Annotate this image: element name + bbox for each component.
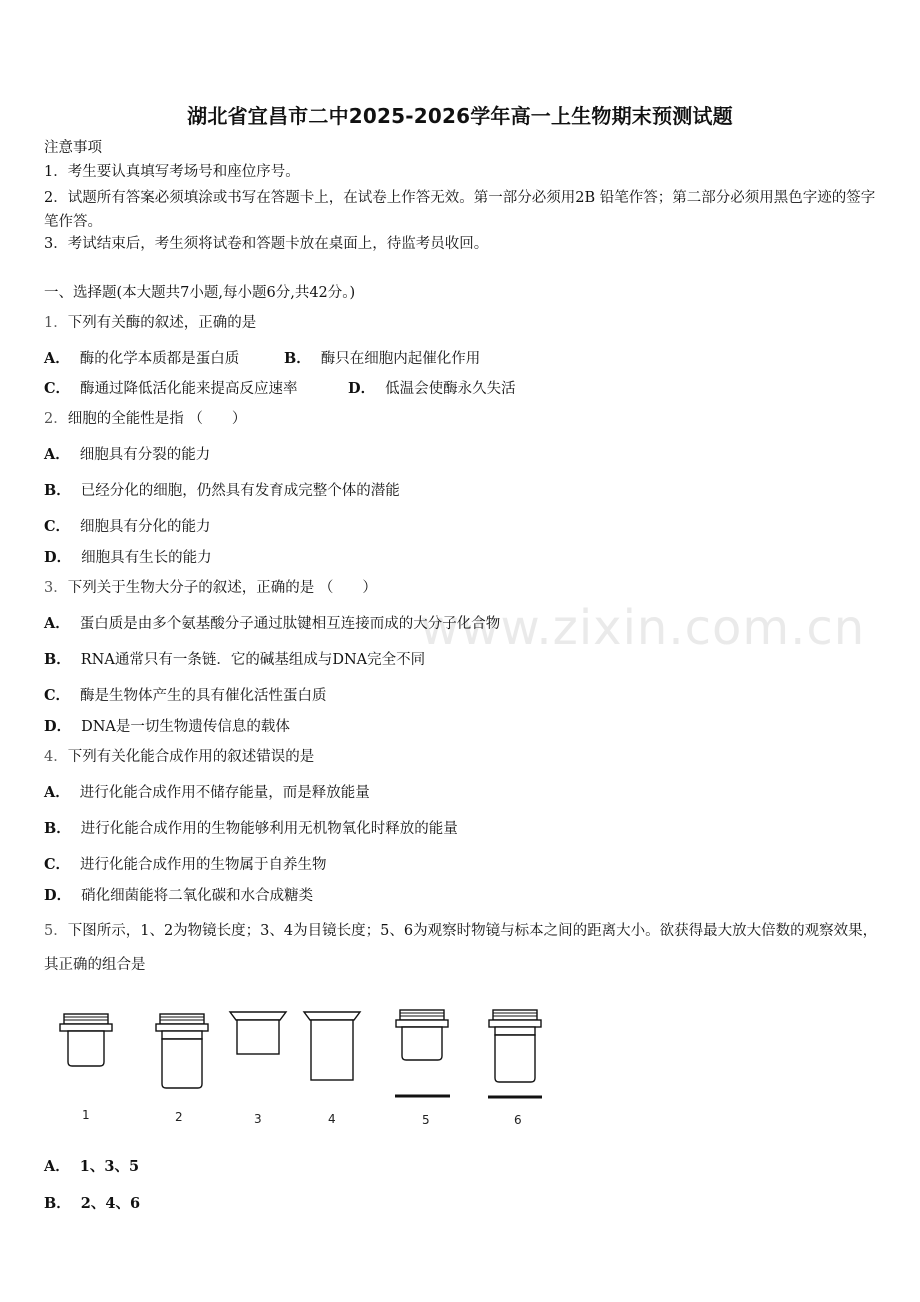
option-letter: B．	[44, 820, 71, 837]
q3-option-c	[44, 686, 327, 706]
watermark: www.zixin.com.cn	[420, 600, 866, 656]
question-2	[44, 409, 246, 429]
question-number: 5．	[44, 923, 68, 939]
q1-option-c	[44, 379, 298, 399]
option-text: 进行化能合成作用不储存能量，而是释放能量	[79, 785, 370, 801]
section-heading: 一、选择题(本大题共7小题,每小题6分,共42分。)	[44, 285, 356, 301]
eyepiece-long-icon	[304, 1012, 360, 1080]
q2-option-c	[44, 517, 211, 537]
option-text: 细胞具有生长的能力	[81, 550, 212, 566]
option-text: 蛋白质是由多个氨基酸分子通过肽键相互连接而成的大分子化合物	[79, 616, 501, 632]
question-stem: 下列有关酶的叙述，正确的是	[67, 315, 257, 331]
q4-option-c	[44, 855, 327, 875]
question-1	[44, 313, 256, 333]
question-number: 4．	[44, 749, 68, 765]
option-text: 酶只在细胞内起催化作用	[320, 351, 481, 367]
question-stem: 下列有关化能合成作用的叙述错误的是	[67, 749, 315, 765]
option-letter: A．	[44, 784, 70, 801]
option-letter: A．	[44, 446, 70, 463]
question-number: 2．	[44, 411, 68, 427]
q5-option-b	[44, 1194, 150, 1214]
option-text: 酶的化学本质都是蛋白质	[79, 351, 240, 367]
eyepiece-short-icon	[230, 1012, 286, 1054]
option-text: 低温会使酶永久失活	[385, 381, 516, 397]
option-letter: A．	[44, 1158, 70, 1175]
option-text: 进行化能合成作用的生物属于自养生物	[80, 857, 327, 873]
option-letter: D．	[348, 380, 376, 397]
option-letter: C．	[44, 856, 71, 873]
option-text: 2、4、6	[80, 1195, 141, 1212]
option-letter: C．	[44, 380, 71, 397]
exam-title: 湖北省宜昌市二中2025-2026学年高一上生物期末预测试题	[187, 104, 733, 128]
q2-option-a	[44, 445, 210, 465]
q2-option-b	[44, 481, 400, 501]
question-3	[44, 578, 377, 598]
q3-option-d	[44, 717, 290, 737]
option-text: 酶是生物体产生的具有催化活性蛋白质	[80, 688, 327, 704]
option-text: 细胞具有分化的能力	[80, 519, 211, 535]
option-text: 1、3、5	[79, 1158, 140, 1175]
question-stem: 下列关于生物大分子的叙述，正确的是 （ ）	[67, 580, 377, 596]
notice-heading: 注意事项	[44, 140, 102, 156]
option-letter: D．	[44, 718, 72, 735]
q3-option-a	[44, 614, 500, 634]
option-letter: B．	[44, 651, 71, 668]
option-letter: D．	[44, 887, 72, 904]
figure-label-1: 1	[82, 1108, 90, 1122]
option-letter: D．	[44, 549, 72, 566]
q1-option-b	[284, 349, 480, 369]
figure-label-6: 6	[514, 1113, 522, 1127]
q5-option-a	[44, 1157, 149, 1177]
option-text: 已经分化的细胞，仍然具有发育成完整个体的潜能	[80, 483, 400, 499]
q4-option-a	[44, 783, 370, 803]
objective-long-distance-icon	[488, 1010, 542, 1097]
question-number: 1．	[44, 315, 68, 331]
notice-item-1: 1．考生要认真填写考场号和座位序号。	[44, 164, 300, 180]
question-number: 3．	[44, 580, 68, 596]
question-5	[44, 914, 880, 982]
option-letter: B．	[44, 1195, 71, 1212]
option-letter: C．	[44, 687, 71, 704]
figure-label-3: 3	[254, 1112, 262, 1126]
question-stem: 细胞的全能性是指 （ ）	[67, 411, 247, 427]
option-text: 细胞具有分裂的能力	[79, 447, 211, 463]
figure-label-4: 4	[328, 1112, 336, 1126]
q2-option-d	[44, 548, 212, 568]
option-letter: A．	[44, 350, 70, 367]
question-stem: 下图所示，1、2为物镜长度；3、4为目镜长度；5、6为观察时物镜与标本之间的距离大小。欲获得最大放大倍数的观察效果，其正确的组合是	[44, 923, 878, 973]
objective-long-icon	[156, 1014, 208, 1088]
option-text: RNA通常只有一条链．它的碱基组成与DNA完全不同	[80, 652, 426, 668]
notice-item-2: 2．试题所有答案必须填涂或书写在答题卡上，在试卷上作答无效。第一部分必须用2B 铅笔作答；第二部分必须用黑色字迹的签字笔作答。	[44, 190, 876, 230]
option-letter: B．	[284, 350, 311, 367]
option-letter: C．	[44, 518, 71, 535]
q1-option-d	[348, 379, 516, 399]
option-text: 进行化能合成作用的生物能够利用无机物氧化时释放的能量	[80, 821, 458, 837]
objective-short-icon	[60, 1014, 112, 1066]
option-text: DNA是一切生物遗传信息的载体	[81, 719, 290, 735]
notice-item-3: 3．考试结束后，考生须将试卷和答题卡放在桌面上，待监考员收回。	[44, 236, 489, 252]
q4-option-d	[44, 886, 313, 906]
option-letter: B．	[44, 482, 71, 499]
figure-label-2: 2	[175, 1110, 183, 1124]
objective-short-distance-icon	[395, 1010, 450, 1096]
microscope-lens-figure	[40, 1000, 580, 1130]
option-letter: A．	[44, 615, 70, 632]
option-text: 酶通过降低活化能来提高反应速率	[80, 381, 298, 397]
figure-label-5: 5	[422, 1113, 430, 1127]
question-4	[44, 747, 314, 767]
q1-option-a	[44, 349, 239, 369]
q4-option-b	[44, 819, 458, 839]
option-text: 硝化细菌能将二氧化碳和水合成糖类	[81, 888, 314, 904]
q3-option-b	[44, 650, 425, 670]
